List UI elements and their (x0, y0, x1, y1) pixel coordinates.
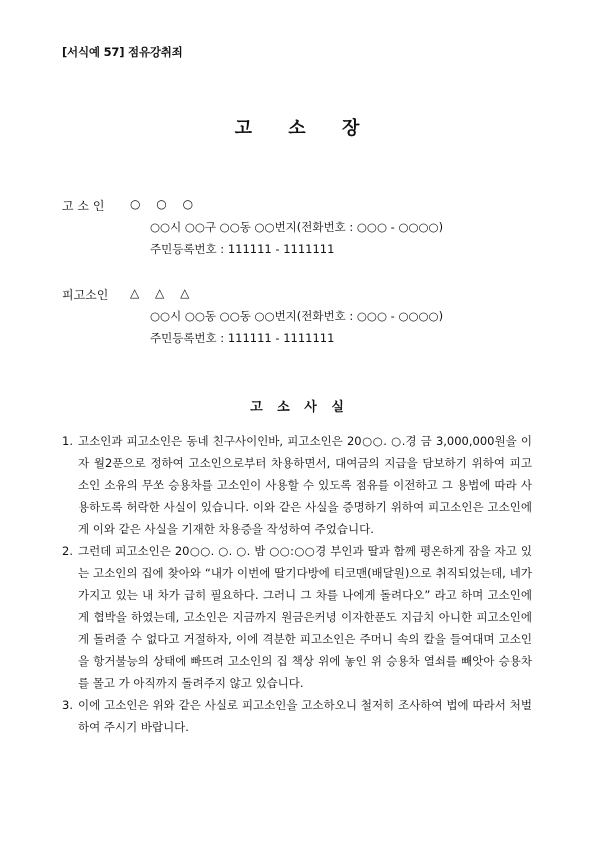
section-title: 고 소 사 실 (250, 400, 345, 415)
fact-text: 그런데 피고소인은 20○○. ○. ○. 밤 ○○:○○경 부인과 딸과 함께 평온하게 잠을 자고 있는 고소인의 집에 찾아와 “내가 이번에 딸기다방에 티코맨(배달원)으로 취직되었는데, 네가 가지고 있는 내 차가 급히 필요하다. 그러니 그 차를 나에게 돌려다오” 라고 하며 고소인에게 협박을 하였는데, 고소인은 지금까지 원금은커녕 이자한푼도 지급치 아니한 피고소인에게 돌려줄 수 없다고 거절하자, 이에 격분한 피고소인은 주머니 속의 칼을 들여대며 고소인을 항거불능의 상태에 빠뜨려 고소인의 집 책상 위에 놓인 위 승용차 열쇠를 빼앗아 승용차를 몰고 가 아직까지 돌려주지 않고 있습니다. (78, 544, 532, 690)
complainant-name: ○ ○ ○ (130, 197, 200, 211)
fact-number: 3. (62, 698, 73, 712)
document-title: 고 소 장 (234, 118, 361, 139)
fact-number: 2. (62, 544, 73, 558)
defendant-id-number: 주민등록번호 : 111111 - 1111111 (150, 331, 335, 345)
fact-text: 고소인과 피고소인은 동네 친구사이인바, 피고소인은 20○○. ○.경 금 3,000,000원을 이자 월2푼으로 정하여 고소인으로부터 차용하면서, 대여금의 지급을 담보하기 위하여 피고소인 소유의 무쏘 승용차를 고소인이 사용할 수 있도록 점유를 이전하고 그 용법에 따라 사용하도록 허락한 사실이 있습니다. 이와 같은 사실을 증명하기 위하여 피고소인은 고소인에게 이와 같은 사실을 기재한 차용증을 작성하여 주었습니다. (78, 434, 532, 536)
fact-item (62, 430, 532, 540)
fact-number: 1. (62, 434, 73, 448)
fact-text: 이에 고소인은 위와 같은 사실로 피고소인을 고소하오니 철저히 조사하여 법에 따라서 처벌하여 주시기 바랍니다. (78, 698, 532, 734)
defendant-role: 피고소인 (62, 288, 109, 302)
complainant-address: ○○시 ○○구 ○○동 ○○번지(전화번호 : ○○○ - ○○○○) (150, 220, 444, 234)
form-label: [서식예 57] 점유강취죄 (62, 45, 183, 59)
facts-list (62, 430, 532, 738)
fact-item (62, 540, 532, 694)
defendant-name: △ △ △ (130, 286, 196, 300)
defendant-address: ○○시 ○○동 ○○동 ○○번지(전화번호 : ○○○ - ○○○○) (150, 309, 444, 323)
complainant-role: 고 소 인 (62, 199, 105, 213)
fact-item (62, 694, 532, 738)
complainant-id-number: 주민등록번호 : 111111 - 1111111 (150, 242, 335, 256)
